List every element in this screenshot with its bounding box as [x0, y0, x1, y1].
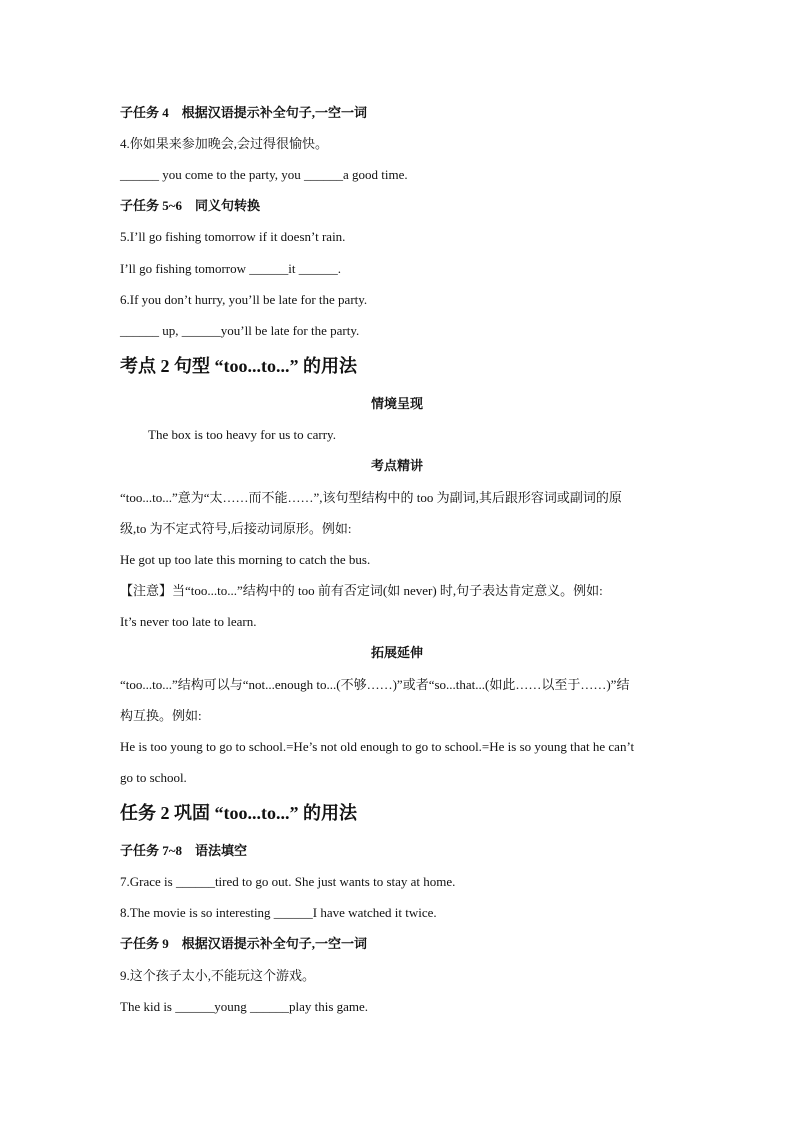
question-4-sentence: ______ you come to the party, you ______a good time. [120, 167, 408, 182]
subtask-7-8-heading: 子任务 7~8 语法填空 [120, 843, 248, 858]
scenario-heading: 情境呈现 [370, 396, 423, 411]
extension-heading: 拓展延伸 [370, 645, 423, 660]
question-7: 7.Grace is ______tired to go out. She just wants to stay at home. [120, 874, 456, 889]
question-8: 8.The movie is so interesting ______I have watched it twice. [120, 905, 437, 920]
example-sentence-2: It’s never too late to learn. [120, 614, 257, 629]
question-9-prompt: 9.这个孩子太小,不能玩这个游戏。 [120, 968, 316, 983]
example-sentence-3-cont: go to school. [120, 770, 187, 785]
subtask-5-6-heading: 子任务 5~6 同义句转换 [120, 198, 261, 213]
example-sentence-3: He is too young to go to school.=He’s not old enough to go to school.=He is so young that he can’t [120, 739, 635, 754]
question-6-prompt: 6.If you don’t hurry, you’ll be late for the party. [120, 292, 368, 307]
subtask-9-heading: 子任务 9 根据汉语提示补全句子,一空一词 [120, 936, 368, 951]
explanation-heading: 考点精讲 [370, 458, 423, 473]
explanation-line-1: “too...to...”意为“太……而不能……”,该句型结构中的 too 为副词,其后跟形容词或副词的原 [120, 490, 622, 505]
scenario-sentence: The box is too heavy for us to carry. [148, 427, 336, 442]
question-5-sentence: I’ll go fishing tomorrow ______it ______. [120, 261, 341, 276]
question-6-sentence: ______ up, ______you’ll be late for the party. [120, 323, 360, 338]
example-sentence-1: He got up too late this morning to catch the bus. [120, 552, 371, 567]
note-line: 【注意】当“too...to...”结构中的 too 前有否定词(如 never) 时,句子表达肯定意义。例如: [120, 583, 603, 598]
question-5-prompt: 5.I’ll go fishing tomorrow if it doesn’t rain. [120, 229, 346, 244]
section-heading-task-2: 任务 2 巩固 “too...to...” 的用法 [120, 803, 357, 823]
extension-line-1: “too...to...”结构可以与“not...enough to...(不够……)”或者“so...that...(如此……以至于……)”结 [120, 677, 630, 692]
question-4-prompt: 4.你如果来参加晚会,会过得很愉快。 [120, 136, 329, 151]
explanation-line-2: 级,to 为不定式符号,后接动词原形。例如: [120, 521, 352, 536]
section-heading-point-2: 考点 2 句型 “too...to...” 的用法 [120, 356, 357, 376]
extension-line-2: 构互换。例如: [120, 708, 202, 723]
subtask-4-heading: 子任务 4 根据汉语提示补全句子,一空一词 [120, 105, 368, 120]
question-9-sentence: The kid is ______young ______play this game. [120, 999, 369, 1014]
